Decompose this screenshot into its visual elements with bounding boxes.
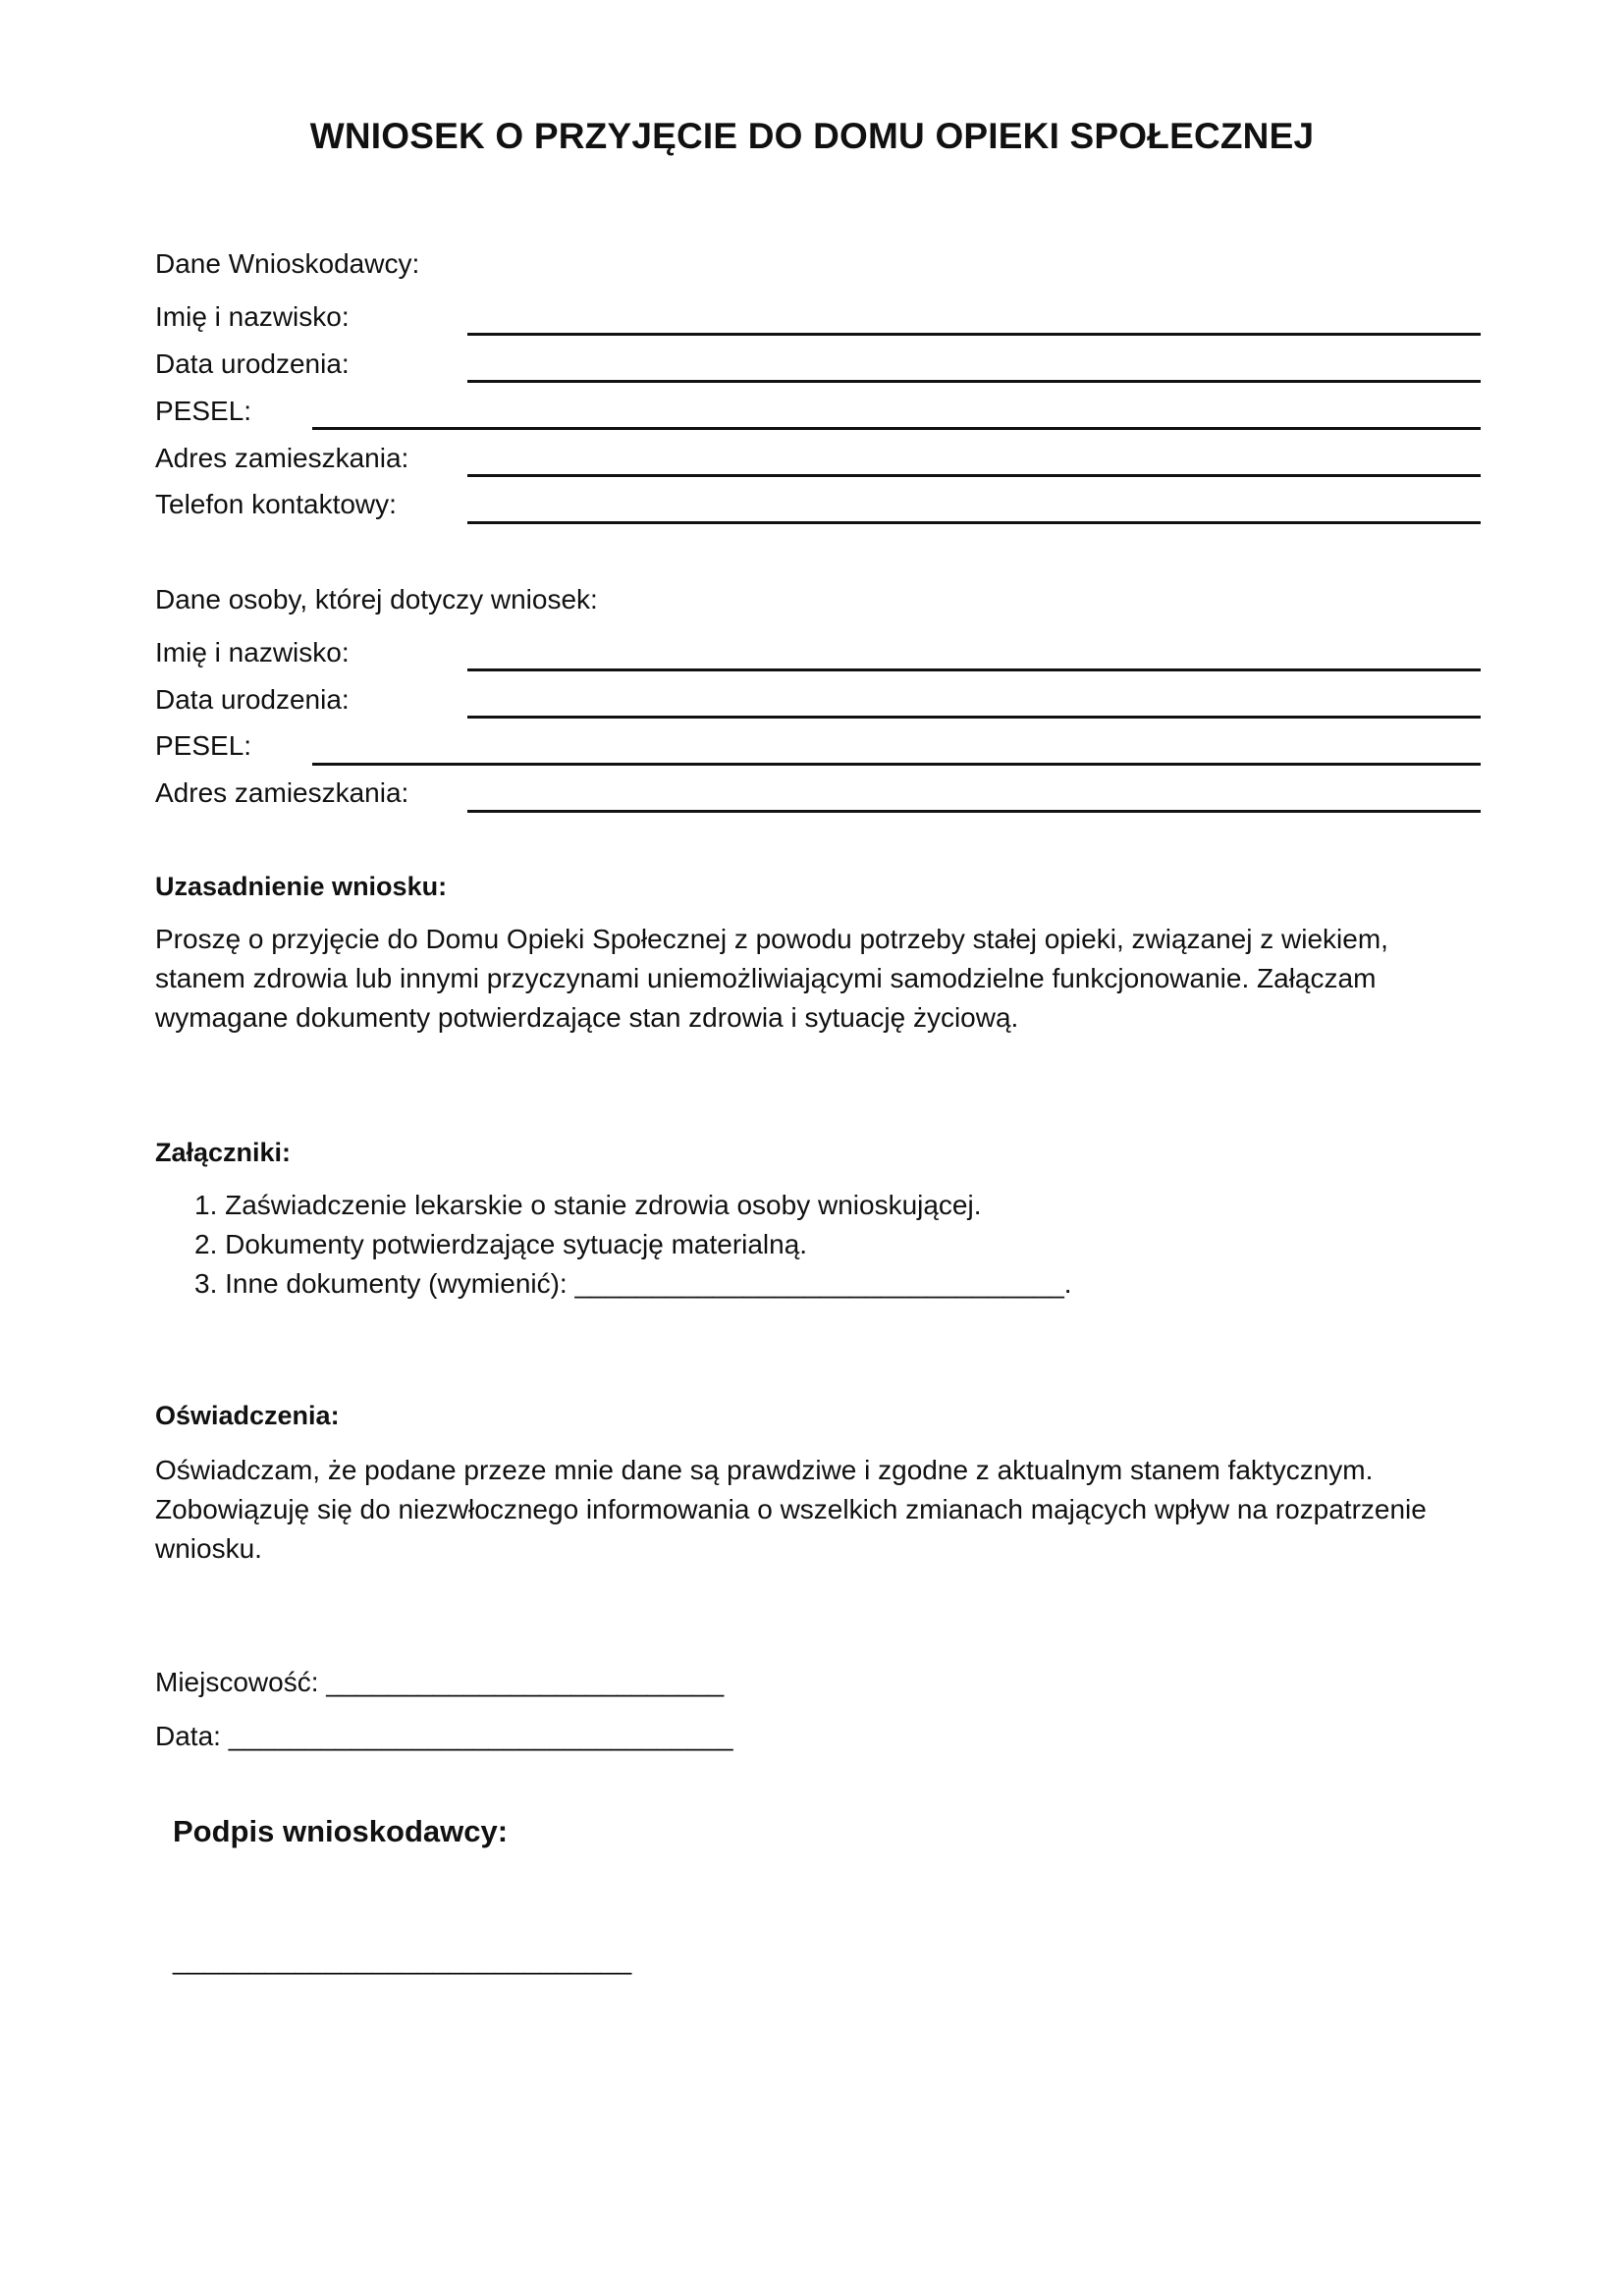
justification-line: wymagane dokumenty potwierdzające stan zdrowia i sytuację życiową. <box>155 1002 1019 1033</box>
justification-line: Proszę o przyjęcie do Domu Opieki Społecznej z powodu potrzeby stałej opieki, związanej z wiekiem, <box>155 924 1388 954</box>
subject-name-field[interactable] <box>467 668 1481 671</box>
justification-heading: Uzasadnienie wniosku: <box>155 872 448 901</box>
subject-pesel-label: PESEL: <box>155 730 252 761</box>
declarations-line: Zobowiązuję się do niezwłocznego informowania o wszelkich zmianach mających wpływ na rozpatrzenie <box>155 1494 1427 1524</box>
justification-line: stanem zdrowia lub innymi przyczynami uniemożliwiającymi samodzielne funkcjonowanie. Załączam <box>155 963 1377 993</box>
document-title: WNIOSEK O PRZYJĘCIE DO DOMU OPIEKI SPOŁECZNEJ <box>309 116 1315 156</box>
signature-line[interactable]: ______________________________ <box>173 1945 632 1975</box>
applicant-name-label: Imię i nazwisko: <box>155 301 350 332</box>
attachment-item: 2. Dokumenty potwierdzające sytuację materialną. <box>194 1229 808 1259</box>
applicant-pesel-field[interactable] <box>312 427 1481 430</box>
attachments-heading: Załączniki: <box>155 1138 292 1167</box>
applicant-name-field[interactable] <box>467 333 1481 336</box>
applicant-address-field[interactable] <box>467 474 1481 477</box>
applicant-pesel-label: PESEL: <box>155 396 252 426</box>
subject-dob-label: Data urodzenia: <box>155 684 350 715</box>
declarations-line: wniosku. <box>155 1533 262 1564</box>
attachment-item[interactable]: 3. Inne dokumenty (wymienić): ________________________________. <box>194 1268 1072 1299</box>
applicant-phone-label: Telefon kontaktowy: <box>155 489 397 519</box>
applicant-section-heading: Dane Wnioskodawcy: <box>155 248 420 279</box>
signature-heading: Podpis wnioskodawcy: <box>173 1814 509 1848</box>
subject-pesel-field[interactable] <box>312 763 1481 766</box>
applicant-phone-field[interactable] <box>467 521 1481 524</box>
attachments-list <box>194 1186 1072 1304</box>
attachment-item: 1. Zaświadczenie lekarskie o stanie zdrowia osoby wnioskującej. <box>194 1190 982 1220</box>
declarations-heading: Oświadczenia: <box>155 1401 340 1430</box>
justification-text <box>155 920 1388 1038</box>
declarations-text <box>155 1451 1427 1569</box>
applicant-dob-field[interactable] <box>467 380 1481 383</box>
subject-name-label: Imię i nazwisko: <box>155 637 350 667</box>
applicant-dob-label: Data urodzenia: <box>155 348 350 379</box>
subject-address-label: Adres zamieszkania: <box>155 777 409 808</box>
subject-address-field[interactable] <box>467 810 1481 813</box>
declarations-line: Oświadczam, że podane przeze mnie dane są prawdziwe i zgodne z aktualnym stanem faktycznym. <box>155 1455 1374 1485</box>
place-field[interactable]: Miejscowość: __________________________ <box>155 1667 725 1697</box>
applicant-address-label: Adres zamieszkania: <box>155 443 409 473</box>
date-field[interactable]: Data: _________________________________ <box>155 1721 733 1751</box>
subject-dob-field[interactable] <box>467 716 1481 719</box>
subject-section-heading: Dane osoby, której dotyczy wniosek: <box>155 584 598 614</box>
